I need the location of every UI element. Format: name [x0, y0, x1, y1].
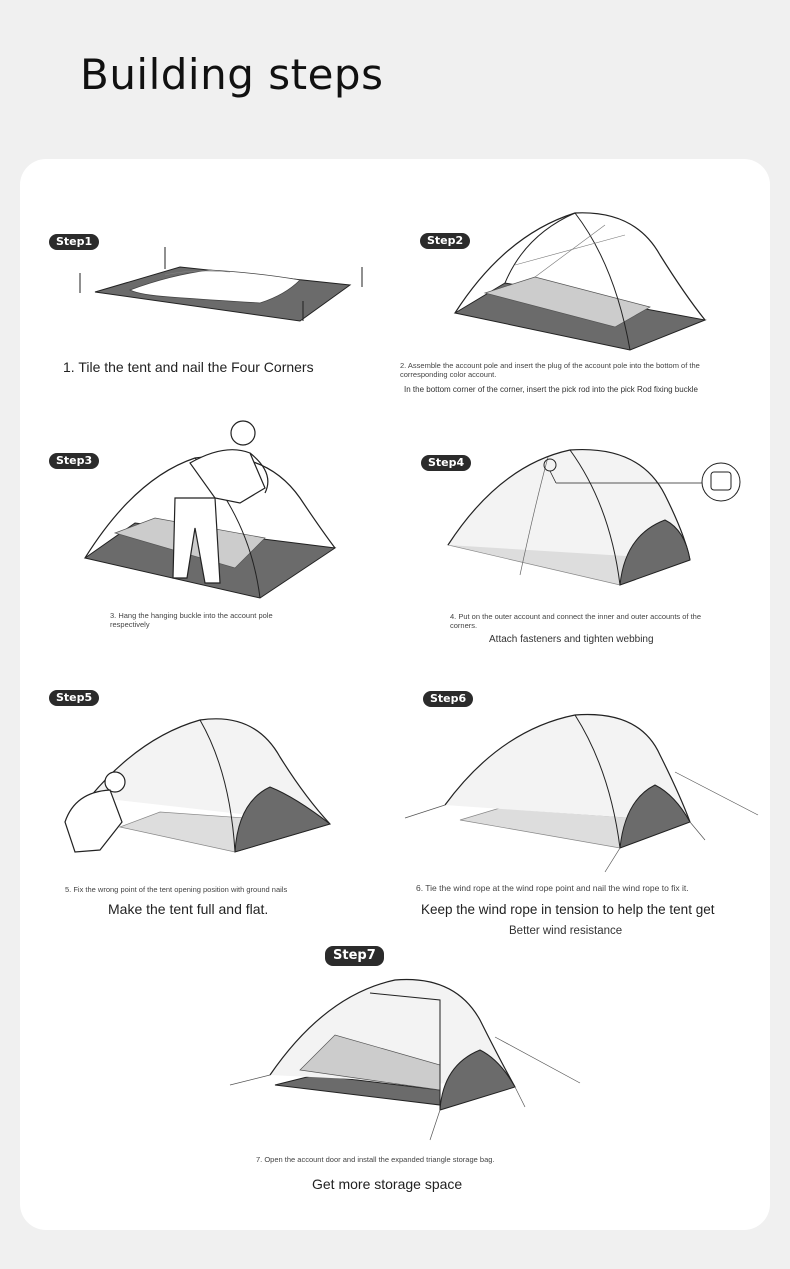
step4-caption-small: 4. Put on the outer account and connect the inner and outer accounts of the corners. — [450, 612, 702, 630]
step7-badge: Step7 — [325, 946, 384, 966]
step1-illustration — [70, 245, 370, 325]
step1-caption: 1. Tile the tent and nail the Four Corners — [63, 359, 314, 375]
step5-badge: Step5 — [49, 690, 99, 706]
step4-caption: Attach fasteners and tighten webbing — [489, 634, 654, 645]
step5-illustration — [60, 712, 330, 857]
step6-illustration — [400, 710, 765, 875]
step3-caption-small: 3. Hang the hanging buckle into the account pole respectively — [110, 611, 273, 629]
step3-badge: Step3 — [49, 453, 99, 469]
step3-illustration — [75, 418, 355, 603]
step6-caption: Keep the wind rope in tension to help the tent get — [421, 902, 715, 917]
step4-badge: Step4 — [421, 455, 471, 471]
step6-badge: Step6 — [423, 691, 473, 707]
step2-caption: In the bottom corner of the corner, insert the pick rod into the pick Rod fixing buckle — [404, 385, 698, 394]
step2-illustration — [445, 205, 725, 355]
step7-illustration — [225, 975, 585, 1145]
step2-badge: Step2 — [420, 233, 470, 249]
step7-caption: Get more storage space — [312, 1176, 463, 1192]
step6-caption-small: 6. Tie the wind rope at the wind rope point and nail the wind rope to fix it. — [416, 883, 689, 893]
step6-caption-2: Better wind resistance — [509, 925, 623, 937]
step2-caption-small: 2. Assemble the account pole and insert the plug of the account pole into the bottom of the corresponding color account. — [400, 361, 700, 379]
page-title: Building steps — [80, 50, 384, 99]
step5-caption-small: 5. Fix the wrong point of the tent opening position with ground nails — [65, 885, 288, 894]
step4-illustration — [440, 445, 745, 590]
step5-caption: Make the tent full and flat. — [108, 901, 269, 917]
step7-caption-small: 7. Open the account door and install the expanded triangle storage bag. — [256, 1155, 495, 1164]
step1-badge: Step1 — [49, 234, 99, 250]
